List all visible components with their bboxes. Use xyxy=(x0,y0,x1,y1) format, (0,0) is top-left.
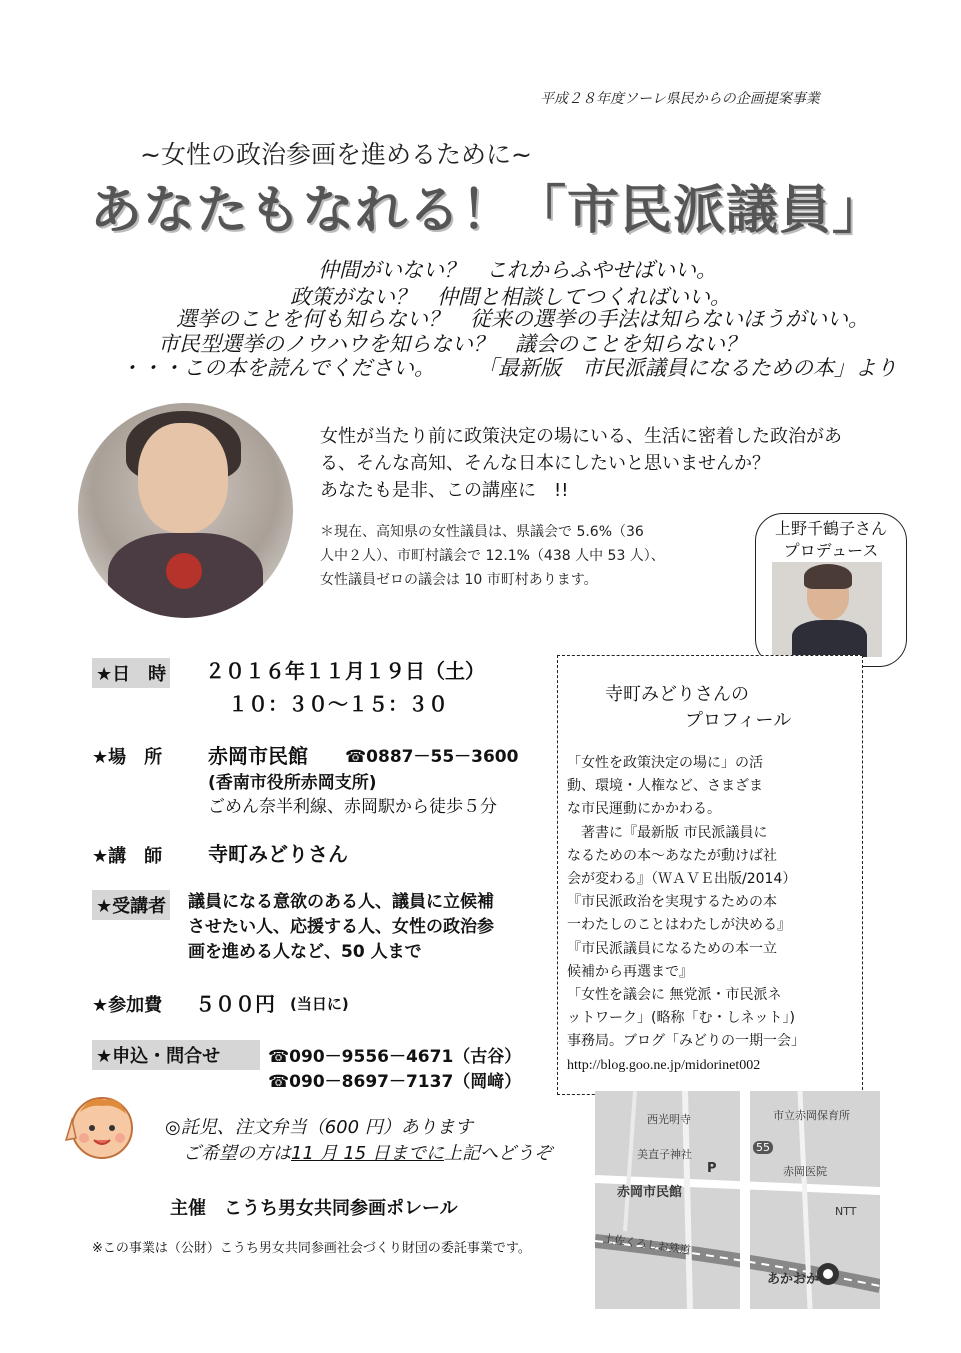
photo-face xyxy=(138,423,228,533)
audience-line-1: 議員になる意欲のある人、議員に立候補 xyxy=(188,892,494,912)
host: 主催 こうち男女共同参画ポレール xyxy=(170,1198,458,1219)
childcare-line-2 xyxy=(183,1139,552,1165)
note-line-1: ＊現在、高知県の女性議員は、県議会で 5.6%（36 xyxy=(320,524,644,540)
audience-line-2: させたい人、応援する人、女性の政治参 xyxy=(188,917,494,937)
profile-line: な市民運動にかかわる。 xyxy=(567,801,721,818)
contact-phone-2: ☎090－8697－7137（岡﨑） xyxy=(268,1072,522,1092)
map-label-ntt: NTT xyxy=(835,1205,857,1218)
message-line-2: る、そんな高知、そんな日本にしたいと思いませんか？ xyxy=(320,453,770,474)
map-label-station: あかおか xyxy=(767,1272,820,1287)
map-parking: P xyxy=(707,1161,717,1176)
profile-line: 『市民派議員になるための本一立 xyxy=(567,940,777,957)
profile-blog-url[interactable]: http://blog.goo.ne.jp/midorinet002 xyxy=(567,1057,761,1073)
profile-line: 著書に『最新版 市民派議員に xyxy=(567,824,768,841)
map-label-venue: 赤岡市民館 xyxy=(617,1185,683,1200)
fee-value: ５００円 xyxy=(195,992,275,1016)
place-sub: (香南市役所赤岡支所) xyxy=(208,773,377,793)
audience-line-3: 画を進める人など、50 人まで xyxy=(188,942,422,962)
producer-role: プロデュース xyxy=(783,541,879,560)
childcare-line-1: ◎託児、注文弁当（600 円）あります xyxy=(165,1117,473,1138)
note-line-3: 女性議員ゼロの議会は 10 市町村あります。 xyxy=(320,572,598,588)
map-label-temple: 西光明寺 xyxy=(647,1113,691,1126)
producer-jacket xyxy=(792,620,867,657)
producer-photo xyxy=(772,562,882,657)
message xyxy=(320,423,880,504)
fee-note: (当日に) xyxy=(290,995,349,1013)
message-line-1: 女性が当たり前に政策決定の場にいる、生活に密着した政治があ xyxy=(320,426,842,447)
intro-line-5: ・・・この本を読んでください。 「最新版 市民派議員になるための本」より xyxy=(120,356,897,380)
profile-line: 一わたしのことはわたしが決める』 xyxy=(567,917,791,934)
contact-label: ★申込・問合せ xyxy=(92,1040,260,1070)
message-line-3: あなたも是非、この講座に !! xyxy=(320,480,569,501)
event-time: １０：３０～１５：３０ xyxy=(228,692,448,716)
map-label-shrine: 美直子神社 xyxy=(637,1148,692,1161)
statistics-note xyxy=(320,520,740,592)
lecturer-photo xyxy=(78,403,293,618)
intro-line-4: 市民型選挙のノウハウを知らない？ 議会のことを知らない？ xyxy=(158,332,746,356)
profile-line: 会が変わる』（ＷＡＶＥ出版/2014） xyxy=(567,871,797,888)
childcare-post: 上記へどうぞ xyxy=(443,1143,552,1164)
intro-line-2: 政策がない？ 仲間と相談してつくればいい。 xyxy=(290,285,731,309)
profile-line: 動、環境・人権など、さまざま xyxy=(567,778,763,795)
page-title: あなたもなれる！「市民派議員」 xyxy=(90,181,886,241)
childcare-pre: ご希望の方は xyxy=(183,1143,291,1164)
photo-necklace xyxy=(166,553,202,589)
producer-name: 上野千鶴子さん xyxy=(774,519,887,538)
lecturer-name: 寺町みどりさん xyxy=(208,842,348,866)
place-name: 赤岡市民館 xyxy=(208,744,308,768)
contact-phone-1: ☎090－9556－4671（古谷） xyxy=(268,1047,522,1067)
profile-line: 『市民派政治を実現するための本 xyxy=(567,894,777,911)
lecturer-label: ★講 師 xyxy=(92,846,163,867)
profile-line: 「女性を政策決定の場に」の活 xyxy=(567,755,763,771)
subtitle: ~女性の政治参画を進めるために~ xyxy=(140,140,532,169)
childcare-deadline: 11 月 15 日までに xyxy=(291,1143,444,1164)
fee-label: ★参加費 xyxy=(92,995,163,1016)
producer-hair xyxy=(804,564,852,589)
profile-title-1: 寺町みどりさんの xyxy=(605,684,749,705)
note-line-2: 人中２人）、市町村議会で 12.1%（438 人中 53 人）、 xyxy=(320,548,665,564)
commission-note: ※この事業は（公財）こうち男女共同参画社会づくり財団の委託事業です。 xyxy=(92,1241,531,1256)
access-map xyxy=(595,1091,880,1309)
audience-label: ★受講者 xyxy=(92,890,170,920)
intro-line-3: 選挙のことを何も知らない？ 従来の選挙の手法は知らないほうがいい。 xyxy=(176,307,869,331)
profile-line: 候補から再選まで』 xyxy=(567,963,693,980)
map-label-railway: 土佐くろしお鉄道 xyxy=(602,1231,692,1258)
profile-line: 事務局。ブログ「みどりの一期一会」 xyxy=(567,1033,805,1050)
profile-line: なるための本～あなたが動けば社 xyxy=(567,847,777,864)
project-note: 平成２８年度ソーレ県民からの企画提案事業 xyxy=(540,91,820,107)
profile-text xyxy=(567,752,857,1077)
event-date: ２０１６年１１月１９日（土） xyxy=(205,659,485,683)
profile-line: 「女性を議会に 無党派・市民派ネ xyxy=(567,987,782,1004)
place-phone: ☎0887－55－3600 xyxy=(345,747,519,767)
intro-line-1: 仲間がいない？ これからふやせばいい。 xyxy=(318,258,717,282)
baby-illustration xyxy=(60,1090,140,1165)
map-label-nursery: 市立赤岡保育所 xyxy=(773,1109,850,1122)
audience xyxy=(188,890,494,965)
map-roads xyxy=(595,1091,880,1309)
map-route-55: 55 xyxy=(753,1141,773,1154)
profile-line: ットワーク」(略称「む・しネット」) xyxy=(567,1010,795,1027)
place-label: ★場 所 xyxy=(92,747,163,768)
profile-title-2: プロフィール xyxy=(685,710,792,731)
place-access: ごめん奈半利線、赤岡駅から徒歩５分 xyxy=(208,797,497,817)
datetime-label: ★日 時 xyxy=(92,658,170,688)
map-label-clinic: 赤岡医院 xyxy=(783,1165,827,1178)
